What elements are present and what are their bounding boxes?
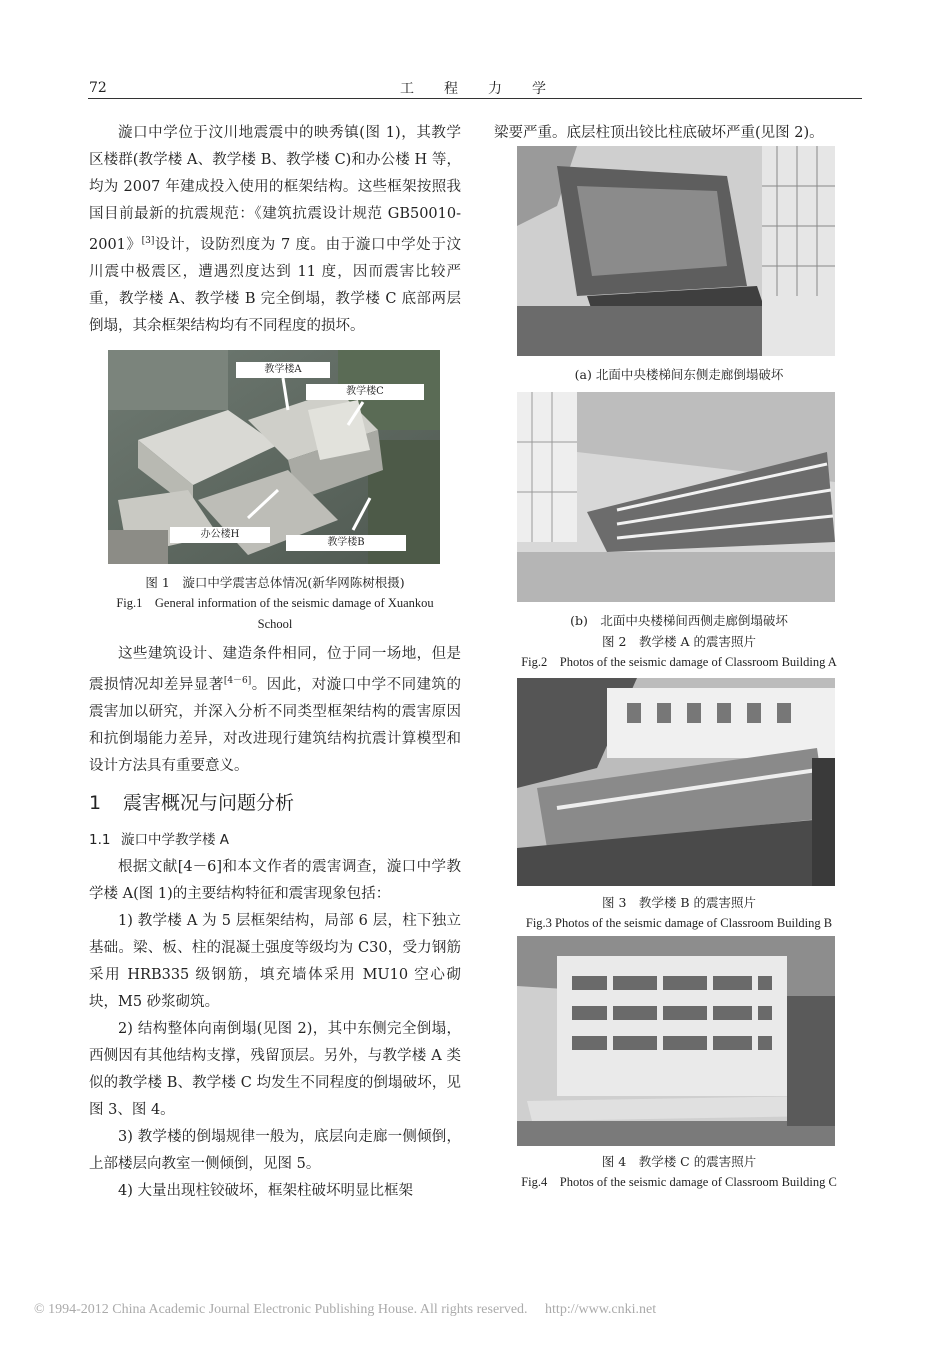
figure-4-caption: 图 4 教学楼 C 的震害照片 Fig.4 Photos of the seismic damage of Classroom Building C (521, 1154, 837, 1189)
label-office-h: 办公楼H (170, 527, 270, 543)
paragraph-continuation: 梁要严重。底层柱顶出铰比柱底破坏严重(见图 2)。 (494, 125, 824, 141)
journal-title: 工程力学 (400, 81, 576, 97)
citation-ref[interactable]: [3] (141, 236, 155, 246)
figure-2a-photo (517, 146, 835, 356)
figure-4-photo (517, 936, 835, 1146)
figure-3-photo (517, 678, 835, 886)
figure-3-caption: 图 3 教学楼 B 的震害照片 Fig.3 Photos of the seismic damage of Classroom Building B (525, 895, 833, 930)
left-column (89, 120, 461, 340)
list-item: 2) 结构整体向南倒塌(见图 2)，其中东侧完全倒塌，西侧因有其他结构支撑，残留顶层。另外，与教学楼 A 类似的教学楼 B、教学楼 C 均发生不同程度的倒塌破坏，见图 3、图 4。 (89, 1020, 461, 1118)
subsection-heading: 1.1 漩口中学教学楼 A (89, 831, 230, 848)
figure-2b-photo (517, 392, 835, 602)
right-column-top (494, 120, 864, 147)
label-building-c: 教学楼C (306, 384, 424, 400)
paragraph-survey: 根据文献[4－6]和本文作者的震害调查，漩口中学教学楼 A(图 1)的主要结构特征和震害现象包括： (89, 858, 461, 902)
header-rule (88, 98, 862, 99)
list-item: 3) 教学楼的倒塌规律一般为，底层向走廊一侧倾倒，上部楼层向教室一侧倾倒，见图 5。 (89, 1128, 461, 1172)
figure-2a-caption: (a) 北面中央楼梯间东侧走廊倒塌破坏 (574, 367, 784, 382)
label-building-b: 教学楼B (286, 535, 406, 551)
figure-1-aerial-photo (108, 350, 440, 564)
paragraph-intro: 漩口中学位于汶川地震震中的映秀镇(图 1)，其教学区楼群(教学楼 A、教学楼 B、教学楼 C)和办公楼 H 等，均为 2007 年建成投入使用的框架结构。这些框架按照我国目前最新的抗震规范：《建筑抗震设计规范 GB50010-2001》[3]设计，设防烈度为 7 度。由于漩口中学处于汶川震中极震区，遭遇烈度达到 11 度，因而震害比较严重，教学楼 A、教学楼 B 完全倒塌，教学楼 C 底部两层倒塌，其余框架结构均有不同程度的损坏。 (89, 125, 461, 334)
page-number: 72 (89, 80, 107, 96)
list-item: 1) 教学楼 A 为 5 层框架结构，局部 6 层，柱下独立基础。梁、板、柱的混凝土强度等级均为 C30，受力钢筋采用 HRB335 级钢筋，填充墙体采用 MU10 空心砌块，M5 砂浆砌筑。 (89, 912, 461, 1010)
left-column-lower (89, 641, 461, 1205)
figure-2-caption: (b) 北面中央楼梯间西侧走廊倒塌破坏 图 2 教学楼 A 的震害照片 Fig.2 Photos of the seismic damage of Classroom Building A (521, 613, 837, 669)
paragraph-motivation: 这些建筑设计、建造条件相同，位于同一场地，但是震损情况却差异显著[4－6]。因此，对漩口中学不同建筑的震害加以研究，并深入分析不同类型框架结构的震害原因和抗倒塌能力差异，对改进现行建筑结构抗震计算模型和设计方法具有重要意义。 (89, 646, 462, 774)
citation-ref[interactable]: [4－6] (223, 676, 252, 686)
copyright-footer: © 1994-2012 China Academic Journal Electronic Publishing House. All rights reserved. http://www.cnki.net (34, 1302, 657, 1317)
label-building-a: 教学楼A (236, 362, 330, 378)
section-heading: 1 震害概况与问题分析 (89, 791, 295, 814)
figure-1-caption: 图 1 漩口中学震害总体情况(新华网陈树根摄) Fig.1 General information of the seismic damage of Xuankou School (116, 575, 434, 631)
list-item: 4) 大量出现柱铰破坏，框架柱破坏明显比框架 (118, 1182, 413, 1199)
